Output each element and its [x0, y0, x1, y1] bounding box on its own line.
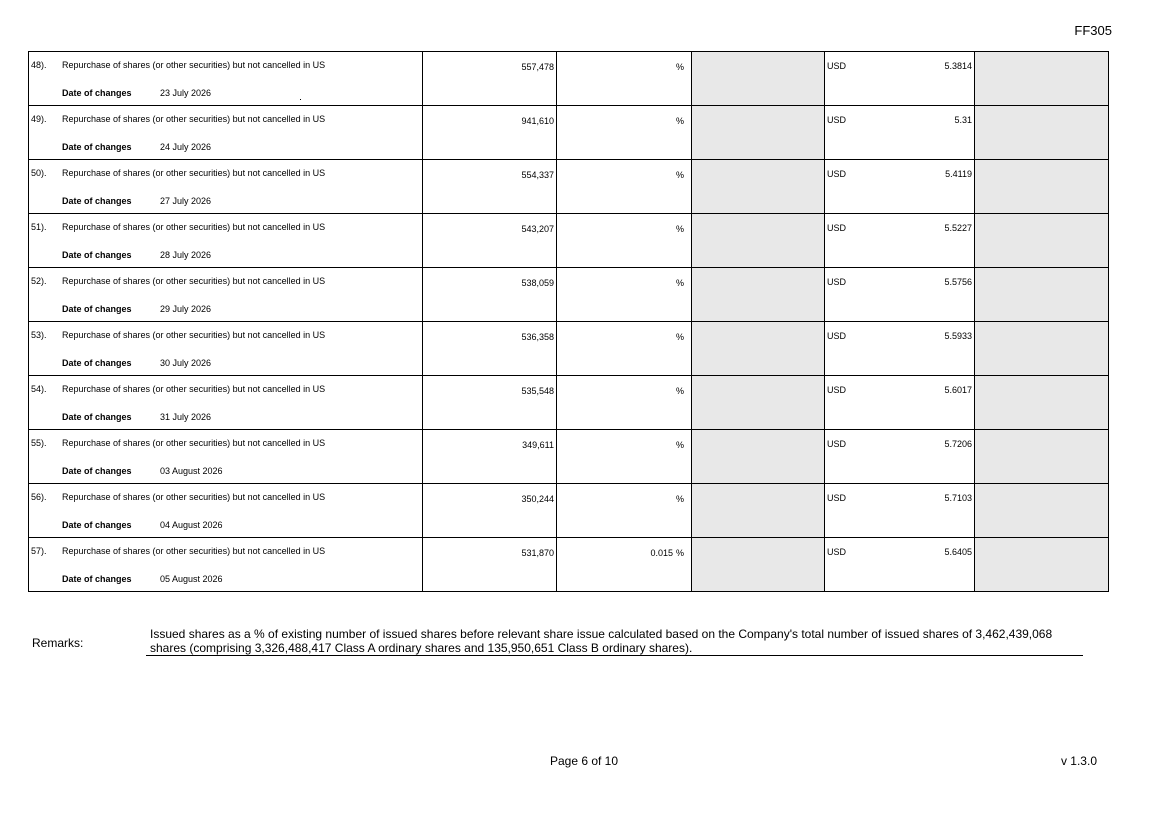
row-index: 48).	[31, 60, 47, 70]
percent-sign: %	[675, 170, 684, 180]
currency: USD	[827, 115, 847, 125]
row-description: Repurchase of shares (or other securities) but not cancelled in US	[62, 168, 326, 178]
date-label: Date of changes	[62, 520, 132, 530]
percent-sign: %	[675, 332, 684, 342]
description-cell	[29, 160, 423, 214]
date-label: Date of changes	[62, 88, 132, 98]
table-row	[29, 484, 1109, 538]
table-row	[29, 322, 1109, 376]
table-row	[29, 376, 1109, 430]
shares-cell	[423, 538, 557, 592]
shares-value: 554,337	[521, 170, 554, 180]
percent-cell	[557, 322, 692, 376]
date-value: 23 July 2026	[160, 88, 212, 98]
price-value: 5.5933	[944, 331, 972, 341]
percent-number: 0.015	[650, 548, 673, 558]
description-cell	[29, 214, 423, 268]
shaded-cell	[975, 160, 1109, 214]
shares-value: 536,358	[521, 332, 554, 342]
table-row	[29, 106, 1109, 160]
date-label: Date of changes	[62, 196, 132, 206]
date-value: 29 July 2026	[160, 304, 212, 314]
shares-cell	[423, 430, 557, 484]
percent-value	[673, 278, 684, 288]
remarks-label: Remarks:	[32, 636, 84, 650]
row-index: 56).	[31, 492, 47, 502]
currency: USD	[827, 277, 847, 287]
percent-value	[673, 116, 684, 126]
row-index: 52).	[31, 276, 47, 286]
date-value: 31 July 2026	[160, 412, 212, 422]
date-label: Date of changes	[62, 574, 132, 584]
percent-cell	[557, 160, 692, 214]
row-description: Repurchase of shares (or other securities) but not cancelled in US	[62, 60, 326, 70]
shaded-cell	[975, 484, 1109, 538]
currency: USD	[827, 331, 847, 341]
repurchase-table	[28, 51, 1109, 592]
shaded-cell	[692, 268, 825, 322]
shares-value: 557,478	[521, 62, 554, 72]
percent-sign: %	[675, 116, 684, 126]
table-row	[29, 214, 1109, 268]
price-cell	[825, 106, 975, 160]
description-cell	[29, 430, 423, 484]
shaded-cell	[975, 268, 1109, 322]
percent-cell	[557, 268, 692, 322]
date-label: Date of changes	[62, 250, 132, 260]
shares-value: 535,548	[521, 386, 554, 396]
remarks-text: Issued shares as a % of existing number of issued shares before relevant share issue calculated based on the Company's total number of issued shares of 3,462,439,068 shares (comprising 3,326,488,417 Class A ordinary shares and 135,950,651 Class B ordinary shares).	[146, 627, 1083, 656]
shares-cell	[423, 268, 557, 322]
shares-cell	[423, 376, 557, 430]
row-description: Repurchase of shares (or other securities) but not cancelled in US	[62, 492, 326, 502]
date-label: Date of changes	[62, 466, 132, 476]
form-code: FF305	[1074, 23, 1112, 38]
shares-cell	[423, 160, 557, 214]
date-value: 27 July 2026	[160, 196, 212, 206]
description-cell	[29, 52, 423, 106]
shares-value: 349,611	[522, 440, 554, 450]
shares-cell	[423, 214, 557, 268]
row-index: 49).	[31, 114, 47, 124]
percent-sign: %	[675, 548, 684, 558]
percent-value	[673, 62, 684, 72]
shaded-cell	[975, 430, 1109, 484]
price-value: 5.7206	[944, 439, 972, 449]
shares-value: 531,870	[521, 548, 554, 558]
price-value: 5.6017	[944, 385, 972, 395]
percent-value	[673, 494, 684, 504]
shaded-cell	[692, 160, 825, 214]
shares-value: 538,059	[521, 278, 554, 288]
shaded-cell	[975, 322, 1109, 376]
currency: USD	[827, 547, 847, 557]
shares-cell	[423, 106, 557, 160]
date-label: Date of changes	[62, 358, 132, 368]
price-value: 5.3814	[944, 61, 972, 71]
date-label: Date of changes	[62, 304, 132, 314]
date-value: 04 August 2026	[160, 520, 223, 530]
price-cell	[825, 538, 975, 592]
description-cell	[29, 376, 423, 430]
shaded-cell	[692, 106, 825, 160]
price-value: 5.6405	[944, 547, 972, 557]
description-cell	[29, 268, 423, 322]
row-index: 53).	[31, 330, 47, 340]
shares-cell	[423, 484, 557, 538]
table-row	[29, 52, 1109, 106]
price-cell	[825, 484, 975, 538]
stray-dot	[300, 99, 301, 100]
shaded-cell	[692, 52, 825, 106]
row-description: Repurchase of shares (or other securities) but not cancelled in US	[62, 546, 326, 556]
percent-cell	[557, 106, 692, 160]
percent-sign: %	[675, 494, 684, 504]
price-cell	[825, 160, 975, 214]
table-row	[29, 268, 1109, 322]
shaded-cell	[975, 106, 1109, 160]
description-cell	[29, 484, 423, 538]
currency: USD	[827, 439, 847, 449]
table-row	[29, 160, 1109, 214]
percent-value	[673, 440, 684, 450]
date-value: 24 July 2026	[160, 142, 212, 152]
price-value: 5.4119	[945, 169, 972, 179]
percent-value	[673, 170, 684, 180]
row-description: Repurchase of shares (or other securities) but not cancelled in US	[62, 438, 326, 448]
shares-cell	[423, 52, 557, 106]
shaded-cell	[692, 484, 825, 538]
shaded-cell	[975, 214, 1109, 268]
description-cell	[29, 106, 423, 160]
row-description: Repurchase of shares (or other securities) but not cancelled in US	[62, 222, 326, 232]
percent-sign: %	[675, 278, 684, 288]
currency: USD	[827, 169, 847, 179]
row-description: Repurchase of shares (or other securities) but not cancelled in US	[62, 276, 326, 286]
description-cell	[29, 322, 423, 376]
shares-value: 543,207	[521, 224, 554, 234]
percent-cell	[557, 376, 692, 430]
date-value: 05 August 2026	[160, 574, 223, 584]
price-cell	[825, 214, 975, 268]
price-cell	[825, 52, 975, 106]
row-index: 55).	[31, 438, 47, 448]
row-description: Repurchase of shares (or other securities) but not cancelled in US	[62, 384, 326, 394]
shaded-cell	[692, 538, 825, 592]
row-index: 57).	[31, 546, 47, 556]
shares-cell	[423, 322, 557, 376]
currency: USD	[827, 385, 847, 395]
shaded-cell	[692, 322, 825, 376]
price-value: 5.5227	[944, 223, 972, 233]
price-cell	[825, 268, 975, 322]
row-description: Repurchase of shares (or other securities) but not cancelled in US	[62, 330, 326, 340]
version-label: v 1.3.0	[1060, 754, 1097, 768]
description-cell	[29, 538, 423, 592]
price-value: 5.7103	[944, 493, 972, 503]
shaded-cell	[975, 52, 1109, 106]
shaded-cell	[692, 214, 825, 268]
percent-sign: %	[675, 440, 684, 450]
percent-sign: %	[675, 62, 684, 72]
date-value: 28 July 2026	[160, 250, 212, 260]
percent-sign: %	[675, 386, 684, 396]
table-row	[29, 538, 1109, 592]
price-value: 5.31	[954, 115, 972, 125]
percent-value	[673, 332, 684, 342]
percent-cell	[557, 430, 692, 484]
price-cell	[825, 430, 975, 484]
shaded-cell	[692, 376, 825, 430]
price-cell	[825, 376, 975, 430]
percent-sign: %	[675, 224, 684, 234]
percent-cell	[557, 52, 692, 106]
row-description: Repurchase of shares (or other securities) but not cancelled in US	[62, 114, 326, 124]
date-value: 03 August 2026	[160, 466, 223, 476]
currency: USD	[827, 223, 847, 233]
currency: USD	[827, 493, 847, 503]
percent-value	[673, 386, 684, 396]
date-value: 30 July 2026	[160, 358, 212, 368]
table-row	[29, 430, 1109, 484]
page-number: Page 6 of 10	[549, 754, 619, 768]
row-index: 54).	[31, 384, 47, 394]
shaded-cell	[692, 430, 825, 484]
row-index: 51).	[31, 222, 47, 232]
date-label: Date of changes	[62, 142, 132, 152]
shares-value: 941,610	[521, 116, 554, 126]
shaded-cell	[975, 538, 1109, 592]
percent-value	[650, 548, 684, 558]
percent-cell	[557, 484, 692, 538]
percent-value	[673, 224, 684, 234]
percent-cell	[557, 214, 692, 268]
shaded-cell	[975, 376, 1109, 430]
percent-cell	[557, 538, 692, 592]
row-index: 50).	[31, 168, 47, 178]
price-value: 5.5756	[944, 277, 972, 287]
date-label: Date of changes	[62, 412, 132, 422]
currency: USD	[827, 61, 847, 71]
price-cell	[825, 322, 975, 376]
shares-value: 350,244	[521, 494, 554, 504]
